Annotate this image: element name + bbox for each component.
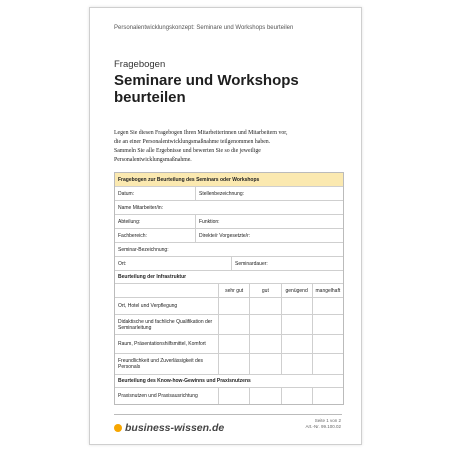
criterion-label: Freundlichkeit und Zuverlässigkeit des Personals (118, 358, 204, 370)
section-heading: Beurteilung der Infrastruktur (118, 274, 187, 280)
rating-cell[interactable] (218, 298, 249, 314)
form-title-row (115, 173, 343, 186)
footer-divider (114, 414, 342, 415)
page-info (305, 418, 341, 430)
document-page (89, 7, 362, 445)
running-header: Personalentwicklungskonzept: Seminare und Workshops beurteilen (114, 25, 294, 31)
article-number: Art.-Nr. 99.100.02 (305, 424, 341, 429)
rating-header-row (115, 283, 343, 297)
table-row (115, 334, 343, 353)
rating-label: sehr gut (218, 284, 249, 297)
datum-field[interactable]: Datum: (118, 190, 135, 197)
intro-line: die an einer Personalentwicklungsmaßnahme teilgenommen haben. (114, 139, 271, 145)
rating-cell[interactable] (218, 388, 249, 404)
table-row (115, 314, 343, 334)
criterion-label: Ort, Hotel und Verpflegung (118, 303, 178, 309)
document-title (114, 72, 344, 106)
criterion-label: Raum, Präsentationshilfsmittel, Komfort (118, 341, 206, 347)
rating-cell[interactable] (312, 335, 343, 353)
rating-cell[interactable] (249, 354, 280, 374)
rating-cell[interactable] (312, 298, 343, 314)
rating-cell[interactable] (218, 315, 249, 334)
rating-cell[interactable] (281, 298, 312, 314)
funktion-field[interactable]: Funktion: (195, 215, 343, 228)
abteilung-field[interactable]: Abteilung: (118, 218, 141, 225)
rating-cell[interactable] (249, 335, 280, 353)
rating-cell[interactable] (281, 354, 312, 374)
form-row (115, 200, 343, 214)
table-row (115, 387, 343, 404)
brand-logo (114, 422, 224, 434)
rating-label: genügend (281, 284, 312, 297)
rating-header-empty (115, 284, 218, 297)
rating-cell[interactable] (249, 315, 280, 334)
questionnaire-form (114, 172, 344, 405)
page-number: Seite 1 von 2 (314, 418, 341, 423)
title-line-1: Seminare und Workshops (114, 72, 299, 89)
seminar-field[interactable]: Seminar-Bezeichnung: (118, 246, 169, 253)
fachbereich-field[interactable]: Fachbereich: (118, 232, 147, 239)
intro-line: Legen Sie diesen Fragebogen Ihren Mitarbeiterinnen und Mitarbeitern vor, (114, 130, 288, 136)
form-row (115, 242, 343, 256)
form-row (115, 214, 343, 228)
document-type: Fragebogen (114, 59, 166, 70)
form-row (115, 228, 343, 242)
stelle-field[interactable]: Stellenbezeichnung: (195, 187, 343, 200)
logo-text: business-wissen.de (125, 422, 225, 434)
rating-cell[interactable] (281, 315, 312, 334)
section-heading-row (115, 270, 343, 283)
table-row (115, 297, 343, 314)
rating-cell[interactable] (312, 315, 343, 334)
rating-cell[interactable] (281, 388, 312, 404)
rating-cell[interactable] (249, 388, 280, 404)
dauer-field[interactable]: Seminardauer: (231, 257, 343, 270)
intro-text (114, 129, 350, 165)
rating-cell[interactable] (218, 354, 249, 374)
intro-line: Sammeln Sie alle Ergebnisse und bewerten Sie so die jeweilige (114, 148, 261, 154)
rating-label: mangelhaft (312, 284, 343, 297)
rating-cell[interactable] (281, 335, 312, 353)
vorgesetzter-field[interactable]: Direkte/r Vorgesetzte/r: (195, 229, 343, 242)
rating-label: gut (249, 284, 280, 297)
rating-cell[interactable] (249, 298, 280, 314)
form-title: Fragebogen zur Beurteilung des Seminars oder Workshops (118, 176, 260, 183)
table-row (115, 353, 343, 374)
logo-dot-icon (114, 424, 122, 432)
title-line-2: beurteilen (114, 89, 186, 106)
criterion-label: Praxisnutzen und Praxisausrichtung (118, 393, 198, 399)
section-heading-row (115, 374, 343, 387)
rating-cell[interactable] (312, 354, 343, 374)
ort-field[interactable]: Ort: (118, 260, 127, 267)
section-heading: Beurteilung des Know-how-Gewinns und Praxisnutzens (118, 378, 251, 384)
form-row (115, 256, 343, 270)
form-row (115, 186, 343, 200)
name-field[interactable]: Name Mitarbeiter/in: (118, 204, 164, 211)
rating-cell[interactable] (218, 335, 249, 353)
criterion-label: Didaktische und fachliche Qualifikation der Seminarleitung (118, 318, 213, 331)
intro-line: Personalentwicklungsmaßnahme. (114, 157, 192, 163)
rating-cell[interactable] (312, 388, 343, 404)
